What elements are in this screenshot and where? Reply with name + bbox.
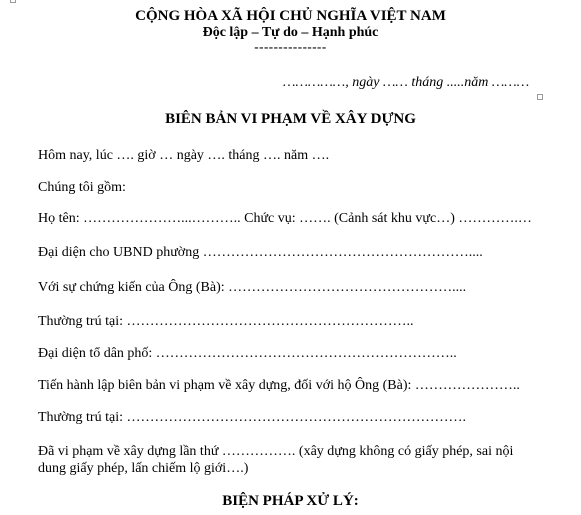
body-line-representative: Đại diện cho UBND phường ………………………………………………….... — [38, 245, 483, 260]
body-line-name-position: Họ tên: …………………...……….. Chức vụ: ……. (Cảnh sát khu vực…) ………….… — [38, 211, 532, 226]
body-line-residence: Thường trú tại: …………………………………………………….. — [38, 314, 414, 329]
document-title: BIÊN BẢN VI PHẠM VỀ XÂY DỰNG — [165, 111, 416, 127]
motto: Độc lập – Tự do – Hạnh phúc — [202, 25, 379, 40]
body-line-proceeding: Tiến hành lập biên bản vi phạm về xây dựng, đối với hộ Ông (Bà): ………………….. — [38, 378, 520, 393]
corner-marker-right — [537, 94, 543, 100]
body-line-witness: Với sự chứng kiến của Ông (Bà): ………………………………………….... — [38, 280, 467, 295]
body-line-violation: Đã vi phạm về xây dựng lần thứ ……………. (xây dựng không có giấy phép, sai nội — [38, 444, 514, 459]
body-line-violation-cont: dung giấy phép, lấn chiếm lộ giới….) — [38, 461, 249, 476]
corner-marker-top-left — [10, 0, 16, 3]
body-line-time: Hôm nay, lúc …. giờ … ngày …. tháng …. năm …. — [38, 148, 330, 163]
body-line-members: Chúng tôi gồm: — [38, 180, 126, 195]
country-header: CỘNG HÒA XÃ HỘI CHỦ NGHĨA VIỆT NAM — [135, 8, 446, 24]
body-line-residence-2: Thường trú tại: ………………………………………………………………. — [38, 410, 466, 425]
date-line: ……………, ngày …… tháng .....năm ……… — [283, 75, 530, 90]
section-heading-remedy: BIỆN PHÁP XỬ LÝ: — [222, 493, 359, 509]
header-divider: --------------- — [254, 39, 327, 54]
body-line-neighborhood-rep: Đại diện tổ dân phố: ……………………………………………………….. — [38, 346, 457, 361]
